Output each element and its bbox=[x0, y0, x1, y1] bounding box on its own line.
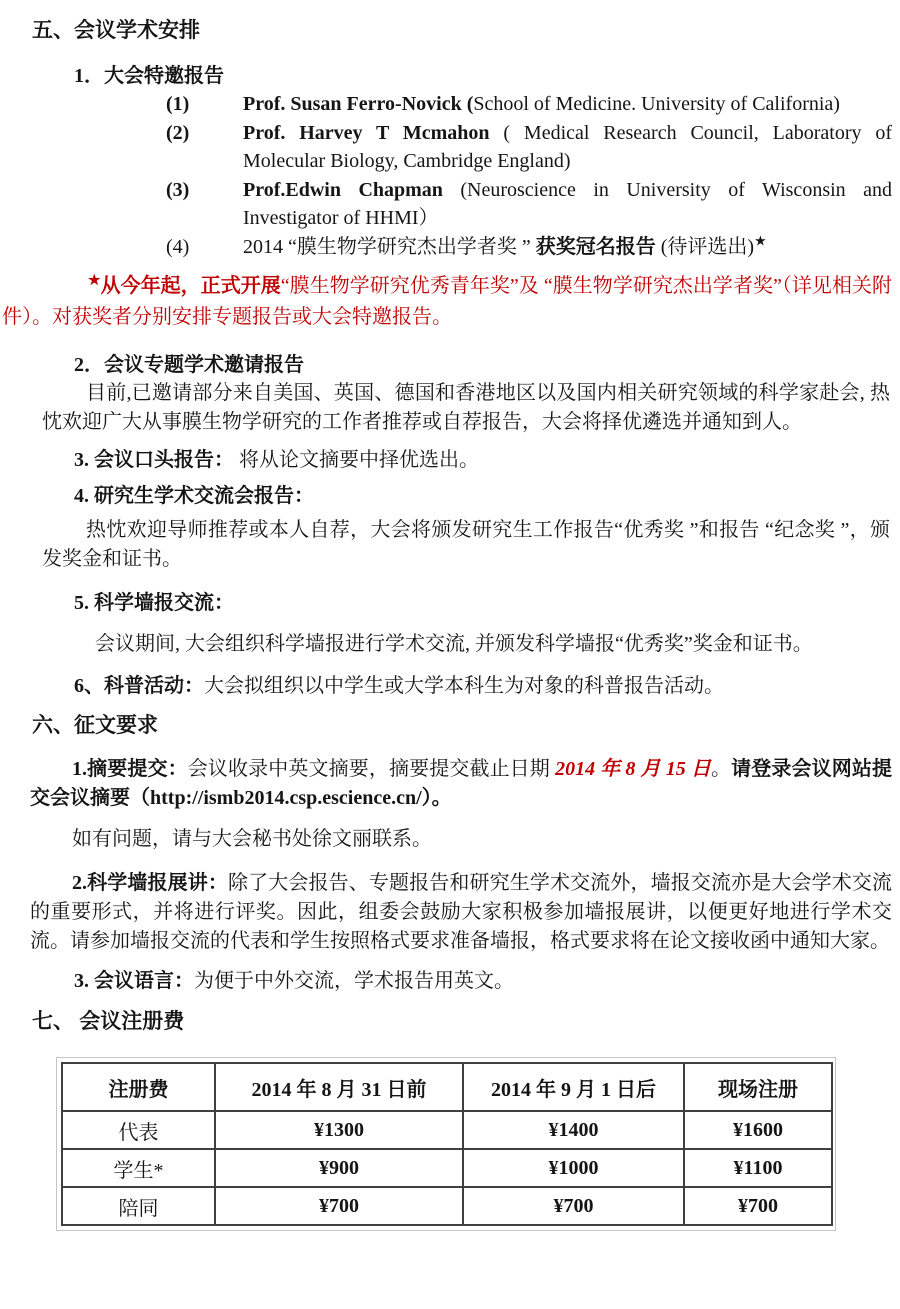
table-header-row bbox=[62, 1063, 832, 1111]
oral-report-body: 将从论文摘要中择优选出。 bbox=[234, 449, 479, 471]
speaker-affiliation: ( Medical Research Council, Laboratory of Molecular Biology, Cambridge England) bbox=[243, 121, 892, 172]
speaker-name: Prof.Edwin Chapman bbox=[243, 178, 443, 201]
section6-title: 六、征文要求 bbox=[32, 713, 158, 737]
header-fee-type: 注册费 bbox=[62, 1063, 215, 1111]
speaker-item-3 bbox=[166, 176, 892, 233]
oral-report-label: 3. 会议口头报告： bbox=[74, 449, 234, 471]
poster-presentation-paragraph bbox=[30, 869, 892, 956]
language-label: 3. 会议语言： bbox=[74, 970, 194, 992]
topic-talks-heading: 2．会议专题学术邀请报告 bbox=[74, 354, 304, 376]
abstract-period: 。 bbox=[711, 758, 732, 780]
row-label: 陪同 bbox=[62, 1187, 215, 1225]
speaker-affiliation: (Neuroscience in University of Wisconsin and Investigator of HHMI） bbox=[243, 178, 892, 229]
speaker-name: Prof. Susan Ferro-Novick ( bbox=[243, 93, 474, 115]
language-line bbox=[74, 967, 900, 995]
abstract-body: 会议收录中英文摘要，摘要提交截止日期 bbox=[187, 758, 556, 780]
star-icon: ★ bbox=[88, 273, 101, 289]
row-label: 学生* bbox=[62, 1149, 215, 1187]
poster-session-paragraph: 会议期间, 大会组织科学墙报进行学术交流, 并颁发科学墙报“优秀奖”奖金和证书。 bbox=[95, 633, 813, 655]
fee-value: ¥1300 bbox=[215, 1111, 463, 1149]
registration-fee-table bbox=[61, 1062, 833, 1226]
speaker-item-1 bbox=[166, 90, 892, 119]
table-row-delegate bbox=[62, 1111, 832, 1149]
topic-talks-paragraph: 目前,已邀请部分来自美国、英国、德国和香港地区以及国内相关研究领域的科学家赴会, 热忱欢迎广大从事膜生物学研究的工作者推荐或自荐报告，大会将择优遴选并通知到人。 bbox=[42, 382, 890, 433]
fee-value: ¥1400 bbox=[463, 1111, 684, 1149]
table-row-accompanying bbox=[62, 1187, 832, 1225]
abstract-label: 1.摘要提交： bbox=[72, 758, 188, 780]
oral-report-line bbox=[74, 446, 900, 474]
registration-fee-table-wrap bbox=[56, 1057, 836, 1231]
fee-value: ¥700 bbox=[463, 1187, 684, 1225]
award-report-pre: 2014 “膜生物学研究杰出学者奖 ” bbox=[243, 235, 536, 258]
fee-value: ¥1100 bbox=[684, 1149, 832, 1187]
outreach-label: 6、科普活动： bbox=[74, 675, 204, 697]
fee-value: ¥1000 bbox=[463, 1149, 684, 1187]
award-note-body: “膜生物学研究优秀青年奖”及 “膜生物学研究杰出学者奖”（详见相关附件）。对获奖者分别安排专题报告或大会特邀报告。 bbox=[2, 275, 892, 328]
speaker-number: (1) bbox=[166, 93, 190, 115]
poster-presentation-label: 2.科学墙报展讲： bbox=[72, 872, 228, 894]
speaker-item-4 bbox=[166, 233, 892, 262]
poster-session-heading: 5. 科学墙报交流： bbox=[74, 592, 234, 614]
speaker-item-2 bbox=[166, 119, 892, 176]
grad-exchange-paragraph: 热忱欢迎导师推荐或本人自荐，大会将颁发研究生工作报告“优秀奖 ”和报告 “纪念奖 ”，颁发奖金和证书。 bbox=[42, 519, 890, 570]
poster-presentation-body: 除了大会报告、专题报告和研究生学术交流外，墙报交流亦是大会学术交流的重要形式，并将进行评奖。因此，组委会鼓励大家积极参加墙报展讲，以便更好地进行学术交流。请参加墙报交流的代表和学生按照格式要求准备墙报，格式要求将在论文接收函中通知大家。 bbox=[30, 872, 892, 952]
table-row-student bbox=[62, 1149, 832, 1187]
outreach-line bbox=[74, 672, 900, 700]
abstract-login-url: 请登录会议网站提交会议摘要（http://ismb2014.csp.escience.cn/）。 bbox=[30, 758, 893, 809]
header-late-deadline: 2014 年 9 月 1 日后 bbox=[463, 1063, 684, 1111]
fee-value: ¥700 bbox=[215, 1187, 463, 1225]
award-report-title: 获奖冠名报告 bbox=[535, 235, 656, 258]
speaker-number: (2) bbox=[166, 121, 190, 144]
section5-title: 五、会议学术安排 bbox=[32, 18, 200, 42]
speaker-number: (4) bbox=[166, 235, 190, 258]
fee-value: ¥1600 bbox=[684, 1111, 832, 1149]
award-note-lead: 从今年起，正式开展 bbox=[100, 275, 281, 297]
invited-talks-heading: 1．大会特邀报告 bbox=[74, 65, 224, 87]
language-body: 为便于中外交流，学术报告用英文。 bbox=[194, 970, 514, 992]
abstract-submission-paragraph bbox=[30, 755, 892, 813]
fee-value: ¥700 bbox=[684, 1187, 832, 1225]
speaker-number: (3) bbox=[166, 178, 190, 201]
speaker-affiliation: School of Medicine. University of California) bbox=[473, 93, 840, 115]
section7-title: 七、 会议注册费 bbox=[32, 1009, 185, 1033]
award-announcement-note bbox=[2, 271, 892, 333]
outreach-body: 大会拟组织以中学生或大学本科生为对象的科普报告活动。 bbox=[204, 675, 724, 697]
header-onsite: 现场注册 bbox=[684, 1063, 832, 1111]
star-icon: ★ bbox=[754, 233, 767, 249]
header-early-deadline: 2014 年 8 月 31 日前 bbox=[215, 1063, 463, 1111]
award-report-note: (待评选出) bbox=[655, 235, 755, 258]
grad-exchange-heading: 4. 研究生学术交流会报告： bbox=[74, 485, 314, 507]
row-label: 代表 bbox=[62, 1111, 215, 1149]
speaker-name: Prof. Harvey T Mcmahon bbox=[243, 121, 490, 144]
contact-paragraph: 如有问题，请与大会秘书处徐文丽联系。 bbox=[72, 828, 432, 850]
abstract-deadline: 2014 年 8 月 15 日 bbox=[555, 758, 712, 780]
fee-value: ¥900 bbox=[215, 1149, 463, 1187]
